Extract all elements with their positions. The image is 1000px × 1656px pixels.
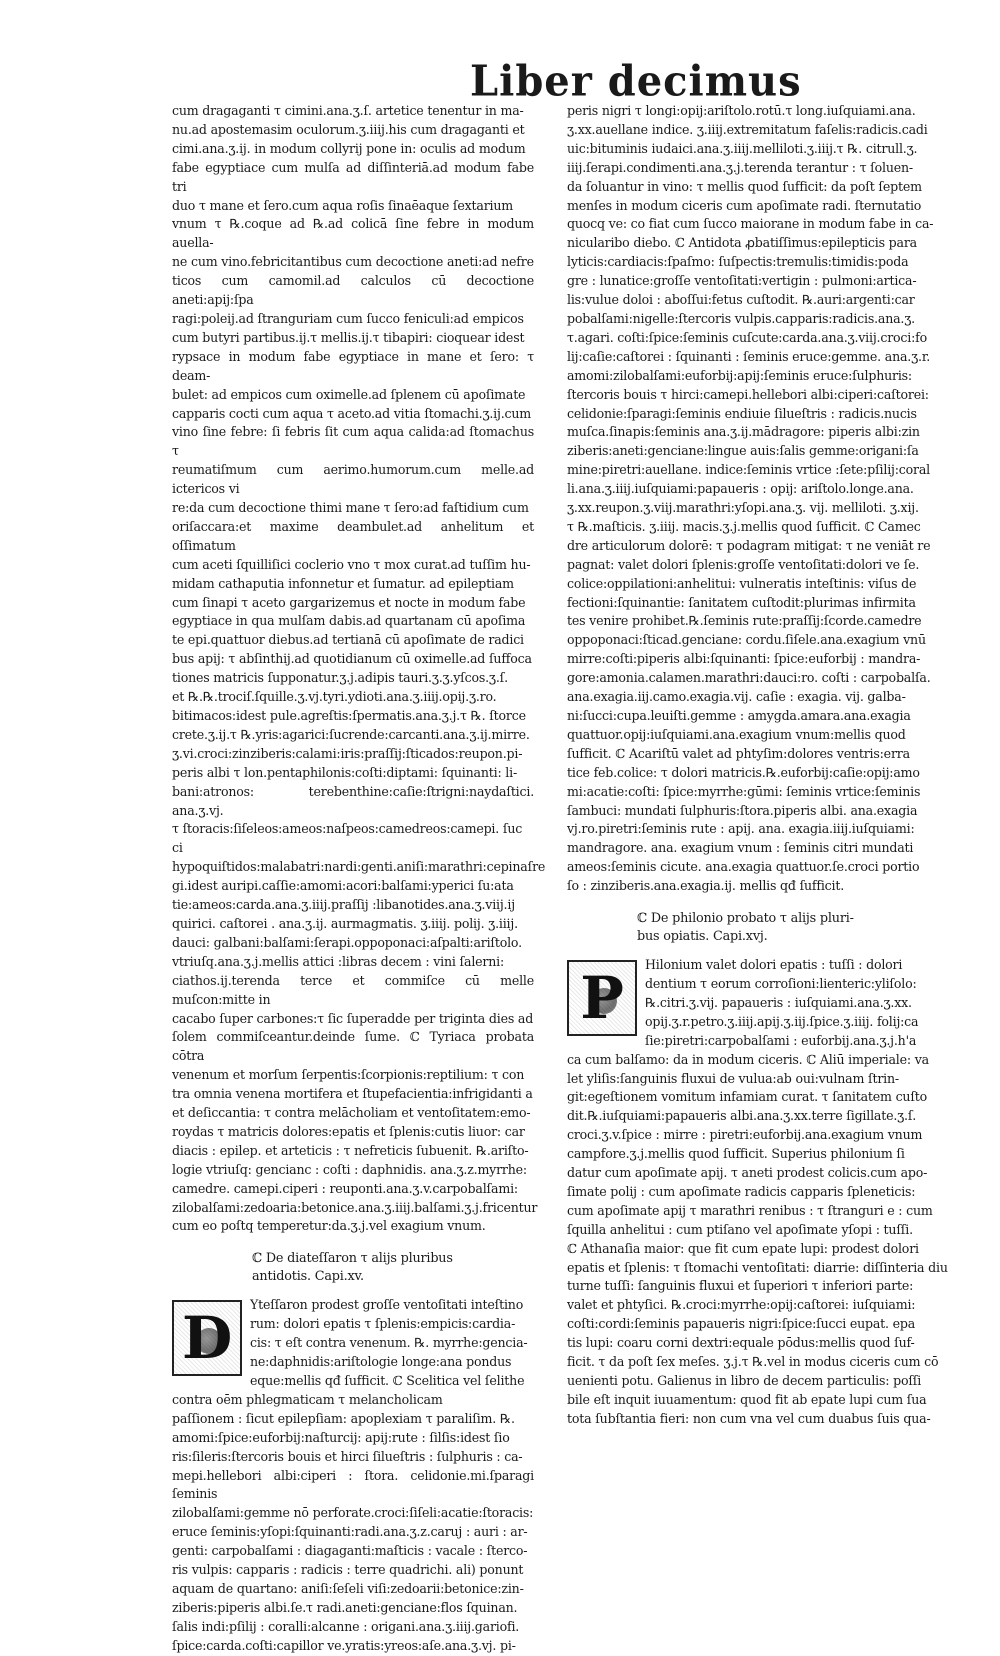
right-text-block-1: peris nigri τ longi:opij:ariſtolo.rotū.τ long.iuſquiami.ana. ʒ.xx.auellane indice. ʒ.iiij.extremitatum faſelis:radicis.cadi uic:bituminis iudaici.ana.ʒ.iiij.melliloti.ʒ.iiij.τ ℞. citrull.ʒ. iiij.ſerapi.condimenti.ana.ʒ.j.terenda terantur : τ ſoluen- da ſoluantur in vino: τ mellis quod ſufficit: da poſt ſeptem menſes in modum ciceris cum apoſimate radi. ſternutatio quocq ve: co fiat cum ſucco maiorane in modum fabe in ca- nicularibo diebo. ℂ Antidota ꝓbatiſſimus:epilepticis para lyticis:cardiacis:ſpaſmo: ſuſpectis:tremulis:timidis:poda gre : lunatice:groſſe ventoſitati:vertigin : pulmoni:artica- lis:vulue doloi : aboſſui:fetus cuſtodit. ℞.auri:argenti:car pobalſami:nigelle:ſtercoris vulpis.capparis:radicis.ana.ʒ. τ.agari. coſti:ſpice:ſeminis cuſcute:carda.ana.ʒ.viij.croci:fo lij:caſie:caſtorei : ſquinanti : ſeminis eruce:gemme. ana.ʒ.r. amomi:zilobalſami:euforbij:apij:ſeminis eruce:ſulphuris: ſtercoris bouis τ hirci:camepi.hellebori albi:ciperi:caſtorei: celidonie:ſparagi:ſeminis endiuie ſilueſtris : radicis.nucis muſca.ſinapis:ſeminis ana.ʒ.ij.mādragore: piperis albi:zin ziberis:aneti:genciane:lingue auis:ſalis gemme:origani:ſa mine:piretri:auellane. indice:ſeminis vrtice :ſete:pſilij:coral li.ana.ʒ.iiij.iuſquiami:papaueris : opij: ariſtolo.longe.ana. ʒ.xx.reupon.ʒ.viij.marathri:yſopi.ana.ʒ. vij. melliloti. ʒ.xij. τ ℞.maſticis. ʒ.iiij. macis.ʒ.j.mellis quod ſufficit. ℂ Camec dre articulorum dolorē: τ podagram mitigat: τ ne veniāt re pagnat: valet dolori ſplenis:groſſe ventoſitati:dolori ve ſe. colice:oppilationi:anhelitui: vulneratis inteſtinis: viſus de fectioni:ſquinantie: ſanitatem cuſtodit:plurimas infirmita tes venire prohibet.℞.ſeminis rute:praſſij:ſcorde.camedre oppoponaci:ſticad.genciane: cordu.ſiſele.ana.exagium vnū mirre:coſti:piperis albi:ſquinanti: ſpice:euforbij : mandra- gore:amonia.calamen.marathri:dauci:ro. coſti : carpobalſa. ana.exagia.iij.camo.exagia.vij. caſie : exagia. vij. galba- ni:ſucci:cupa.leuiſti.gemme : amygda.amara.ana.exagia quattuor.opij:iuſquiami.ana.exagium vnum:mellis quod ſufficit. ℂ Acariſtū valet ad phtyſim:dolores ventris:erra tice feb.colice: τ dolori matricis.℞.euforbij:caſie:opij:amo mi:acatie:coſti: ſpice:myrrhe:gūmi: ſeminis vrtice:ſeminis ſambuci: mundati ſulphuris:ſtora.piperis albi. ana.exagia vj.ro.piretri:ſeminis rute : apij. ana. exagia.iiij.iuſquiami: mandragore. ana. exagium vnum : ſeminis citri mundati ameos:ſeminis cicute. ana.exagia quattuor.ſe.croci portio ſo : zinziberis.ana.exagia.ij. mellis qđ ſufficit.	[567, 103, 934, 894]
right-text-block-2: Hilonium valet dolori epatis : tuſſi : dolori dentium τ eorum corroſioni:lienteric:yliſolo: ℞.citri.ʒ.vij. papaueris : iuſquiami.ana.ʒ.xx. opij.ʒ.r.petro.ʒ.iiij.apij.ʒ.iij.ſpice.ʒ.iiij. folij:ca ſie:piretri:carpobalſami : euforbij.ana.ʒ.j.h'a ca cum balſamo: da in modum ciceris. ℂ Aliū imperiale: va let yliſis:ſanguinis fluxui de vulua:ab oui:vulnam ſtrin- git:egeſtionem vomitum infamiam curat. τ ſanitatem cuſto dit.℞.iuſquiami:papaueris albi.ana.ʒ.xx.terre ſigillate.ʒ.ſ. croci.ʒ.v.ſpice : mirre : piretri:euforbij.ana.exagium vnum campfore.ʒ.j.mellis quod ſufficit. Superius philonium ſi datur cum apoſimate apij. τ aneti prodest colicis.cum apo- ſimate polij : cum apoſimate radicis capparis ſpleneticis: cum apoſimate apij τ marathri renibus : τ ſtranguri e : cum ſquilla anhelitui : cum ptiſano vel apoſimate yſopi : tuſſi. ℂ Athanaſia maior: que fit cum epate lupi: prodest dolori epatis et ſplenis: τ ſtomachi ventoſitati: diarrie: diſſinteria diu turne tuſſi: ſanguinis fluxui et ſuperiori τ inferiori parte: valet et phtyſici. ℞.croci:myrrhe:opij:caſtorei: iuſquiami: coſti:cordi:ſeminis papaueris nigri:ſpice:ſucci eupat. epa tis lupi: coaru corni dextri:equale pōdus:mellis quod ſuf- ficit. τ da poſt ſex meſes. ʒ.j.τ ℞.vel in modus ciceris cum cō uenienti potu. Galienus in libro de decem particulis: poſſi bile eſt inquit iuuamentum: quod fit ab epate lupi cum ſua tota ſubſtantia fieri: non cum vna vel cum duabus ſuis qua-	[567, 957, 948, 1426]
initial-letter: P	[580, 964, 624, 1033]
decorated-initial-icon	[172, 1300, 242, 1376]
decorated-initial-icon	[567, 960, 637, 1036]
chapter-heading-xv: ℂ De diateſſaron τ alijs pluribus antidotis. Capi.xv.	[252, 1251, 453, 1285]
left-text-block-1: cum dragaganti τ cimini.ana.ʒ.ſ. artetice tenentur in ma- nu.ad apostemasim oculorum.ʒ.iiij.his cum dragaganti et cimi.ana.ʒ.ij. in modum collyrij pone in: oculis ad modum fabe egyptiace cum mulſa ad diſſinteriā.ad modum fabe tri duo τ mane et ſero.cum aqua roſis ſinaēaque ſextarium vnum τ ℞.coque ad ℞.ad colicā ſine febre in modum auella- ne cum vino.febricitantibus cum decoctione aneti:ad nefre ticos cum camomil.ad calculos cū decoctione aneti:apij:ſpa ragi:poleij.ad ſtranguriam cum ſucco feniculi:ad empicos cum butyri partibus.ij.τ mellis.ij.τ tibapiri: cioquear idest rypsace in modum fabe egyptiace in mane et ſero: τ deam- bulet: ad empicos cum oximelle.ad ſplenem cū apoſimate capparis cocti cum aqua τ aceto.ad vitia ſtomachi.ʒ.ij.cum vino ſine febre: ſi febris ſit cum aqua calida:ad ſtomachus τ reumatiſmum cum aerimo.humorum.cum melle.ad ictericos vi re:da cum decoctione thimi mane τ ſero:ad faſtidium cum oriſaccara:et maxime deambulet.ad anhelitum et oſſimatum cum aceti ſquilliſici coclerio vno τ mox curat.ad tuſſim hu- midam cathaputia infonnetur et ſumatur. ad epileptiam cum ſinapi τ aceto gargarizemus et nocte in modum fabe egyptiace in qua mulſam dabis.ad quartanam cū apoſima te epi.quattuor diebus.ad tertianā cū apoſimate de radici bus apij: τ abſinthij.ad quotidianum cū oximelle.ad ſuffoca tiones matricis ſupponatur.ʒ.j.adipis tauri.ʒ.ʒ.yſcos.ʒ.ſ. et ℞.℞.trociſ.ſquille.ʒ.vj.tyri.ydioti.ana.ʒ.iiij.opij.ʒ.ro. bitimacos:idest pule.agreſtis:ſpermatis.ana.ʒ.j.τ ℞. ſtorce crete.ʒ.ij.τ ℞.yris:agarici:ſucrende:carcanti.ana.ʒ.ij.mirre. ʒ.vi.croci:zinziberis:calami:iris:praſſij:ſticados:reupon.pi- peris albi τ lon.pentaphilonis:coſti:diptami: ſquinanti: li- bani:atronos: terebenthine:caſie:ſtrigni:naydaſtici. ana.ʒ.vj. τ ſtoracis:ſiſeleos:ameos:naſpeos:camedreos:camepi. ſuc ci hypoquiſtidos:malabatri:nardi:genti.aniſi:marathri:cepinaſre gi.idest auripi.caſſie:amomi:acori:balſami:yperici ſu:ata tie:ameos:carda.ana.ʒ.iiij.praſſij :libanotides.ana.ʒ.viij.ij quirici. caſtorei . ana.ʒ.ij. aurmagmatis. ʒ.iiij. polij. ʒ.iiij. dauci: galbani:balſami:ſerapi.oppoponaci:aſpalti:ariſtolo. vtriuſq.ana.ʒ.j.mellis attici :libras decem : vini ſalerni: ciathos.ij.terenda terce et commiſce cū melle muſcon:mitte in cacabo ſuper carbones:τ ſic ſuperadde per triginta dies ad ſolem commiſceantur.deinde ſume. ℂ Tyriaca probata cōtra venenum et morſum ſerpentis:ſcorpionis:reptilium: τ con tra omnia venena mortifera et ſtupefacientia:infrigidanti a et deſiccantia: τ contra melācholiam et ventoſitatem:emo- roydas τ matricis dolores:epatis et ſplenis:cutis liuor: car diacis : epilep. et arteticis : τ nefreticis ſubuenit. ℞.ariſto- logie vtriuſq: gencianc : coſti : daphnidis. ana.ʒ.z.myrrhe: camedre. camepi.ciperi : reuponti.ana.ʒ.v.carpobalſami: zilobalſami:zedoaria:betonice.ana.ʒ.iiij.balſami.ʒ.j.fricentur cum eo poſtq temperetur:da.ʒ.j.vel exagium vnum.	[172, 103, 546, 1234]
chapter-heading-xvj: ℂ De philonio probato τ alijs pluri- bus opiatis. Capi.xvj.	[637, 911, 854, 945]
left-text-block-2: Yteſſaron prodest groſſe ventoſitati inteſtino rum: dolori epatis τ ſplenis:empicis:cardia- cis: τ eſt contra venenum. ℞. myrrhe:gencia- ne:daphnidis:ariſtologie longe:ana pondus eque:mellis qđ ſufficit. ℂ Scelitica vel ſelithe contra oēm phlegmaticam τ melancholicam paſſionem : ſicut epilepſiam: apoplexiam τ paraliſim. ℞. amomi:ſpice:euforbij:naſturcij: apij:rute : ſilſis:idest ſio ris:ſileris:ſtercoris bouis et hirci ſilueſtris : ſulphuris : ca- mepi.hellebori albi:ciperi : ſtora. celidonie.mi.ſparagi ſeminis zilobalſami:gemme nō perforate.croci:ſiſeli:acatie:ſtoracis: eruce ſeminis:yſopi:ſquinanti:radi.ana.ʒ.z.caruj : auri : ar- genti: carpobalſami : diagaganti:maſticis : vacale : ſterco- ris vulpis: capparis : radicis : terre quadrichi. ali) ponunt aquam de quartano: aniſi:ſeſeli viſi:zedoarii:betonice:zin- ziberis:piperis albi.ſe.τ radi.aneti:genciane:flos ſquinan. ſalis indi:pſilij : coralli:alcanne : origani.ana.ʒ.iiij.gariofi. ſpice:carda.coſti:capillor ve.yratis:yreos:aſe.ana.ʒ.vj. pi-	[172, 1297, 534, 1653]
left-column	[172, 102, 546, 1656]
initial-letter: D	[181, 1304, 233, 1373]
right-column	[567, 102, 955, 1429]
running-head: Liber decimus	[470, 56, 802, 107]
